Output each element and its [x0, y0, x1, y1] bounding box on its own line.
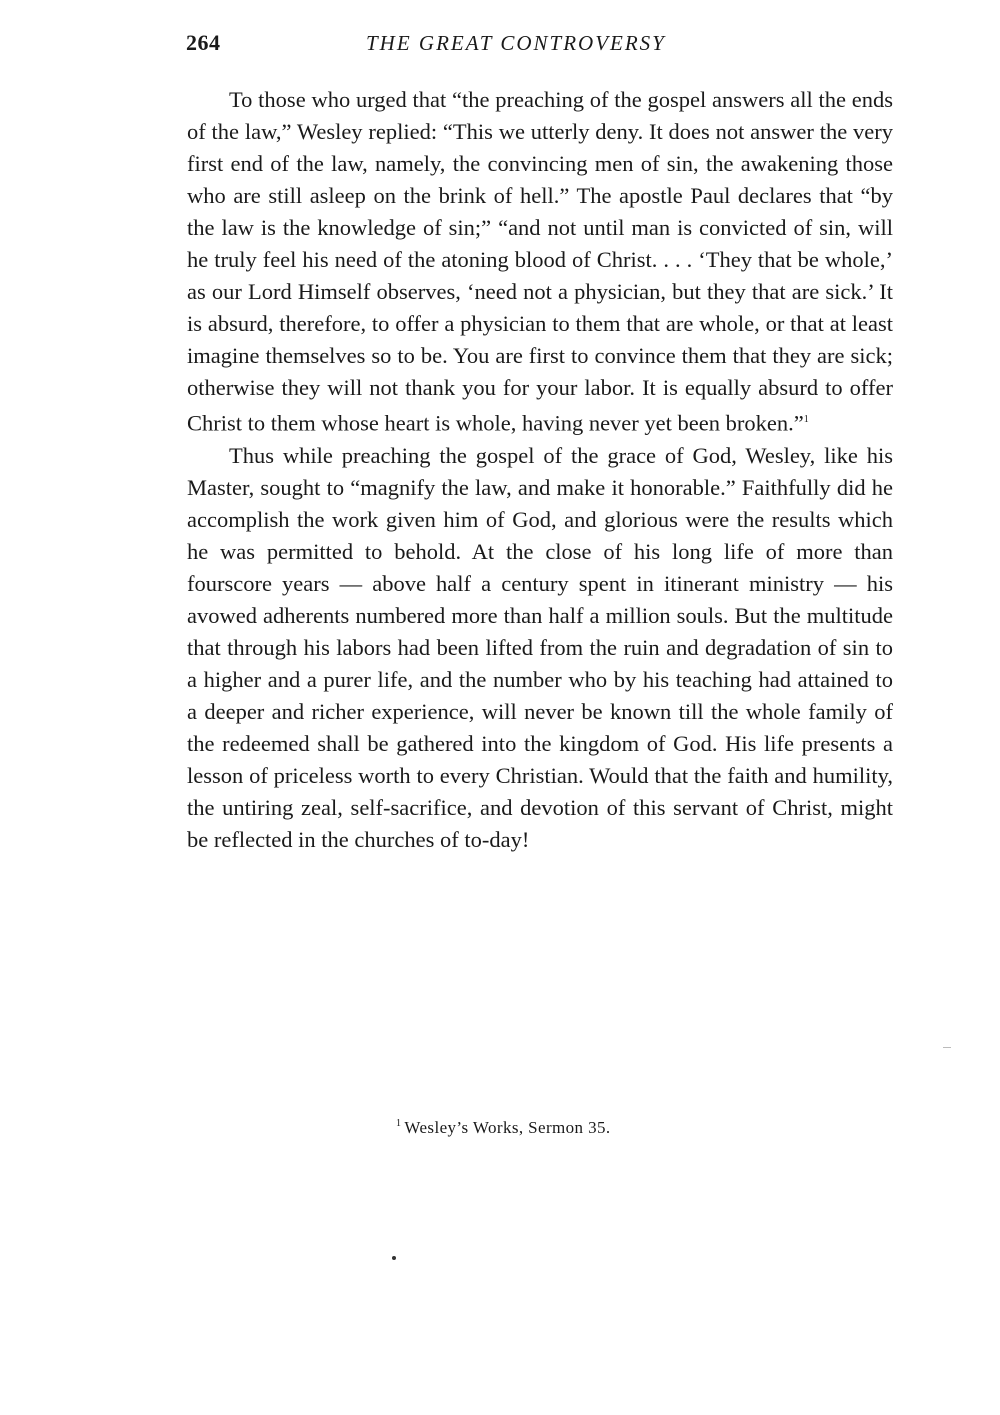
footnote — [396, 1118, 611, 1138]
paragraph-2: Thus while preaching the gospel of the grace of God, Wesley, like his Master, sought to “magnify the law, and make it honorable.” Faithfully did he accomplish the work given him of God, and glorious were the results which he was permitted to behold. At the close of his long life of more than fourscore years — above half a century spent in itinerant ministry — his avowed adherents numbered more than half a million souls. But the multitude that through his labors had been lifted from the ruin and degradation of sin to a higher and a purer life, and the number who by his teaching had attained to a deeper and richer experience, will never be known till the whole family of the redeemed shall be gathered into the kingdom of God. His life presents a lesson of priceless worth to every Christian. Would that the faith and humility, the untiring zeal, self-sacrifice, and devotion of this servant of Christ, might be reflected in the churches of to-day! — [187, 442, 893, 852]
body-text — [187, 84, 893, 856]
footnote-reference: 1 — [803, 414, 809, 425]
paragraph-1-text: To those who urged that “the preaching of the gospel answers all the ends of the law,” Wesley replied: “This we utterly deny. It does not answer the very first end of the law, namely, the convincing men of sin, the awakening those who are still asleep on the brink of hell.” The apostle Paul declares that “by the law is the knowledge of sin;” “and not until man is convicted of sin, will he truly feel his need of the atoning blood of Christ. . . . ‘They that be whole,’ as our Lord Himself observes, ‘need not a physician, but they that are sick.’ It is absurd, therefore, to offer a physician to them that are whole, or that at least imagine themselves so to be. You are first to convince them that they are sick; otherwise they will not thank you for your labor. It is equally absurd to offer Christ to them whose heart is whole, having never yet been broken.” — [187, 87, 893, 436]
scan-speck — [392, 1256, 396, 1260]
footnote-text: Wesley’s Works, Sermon 35. — [404, 1118, 611, 1137]
running-title: THE GREAT CONTROVERSY — [366, 31, 666, 55]
page-number: 264 — [186, 30, 221, 55]
paragraph-1 — [187, 84, 893, 440]
footnote-marker: 1 — [396, 1118, 402, 1130]
scan-mark — [943, 1047, 951, 1048]
